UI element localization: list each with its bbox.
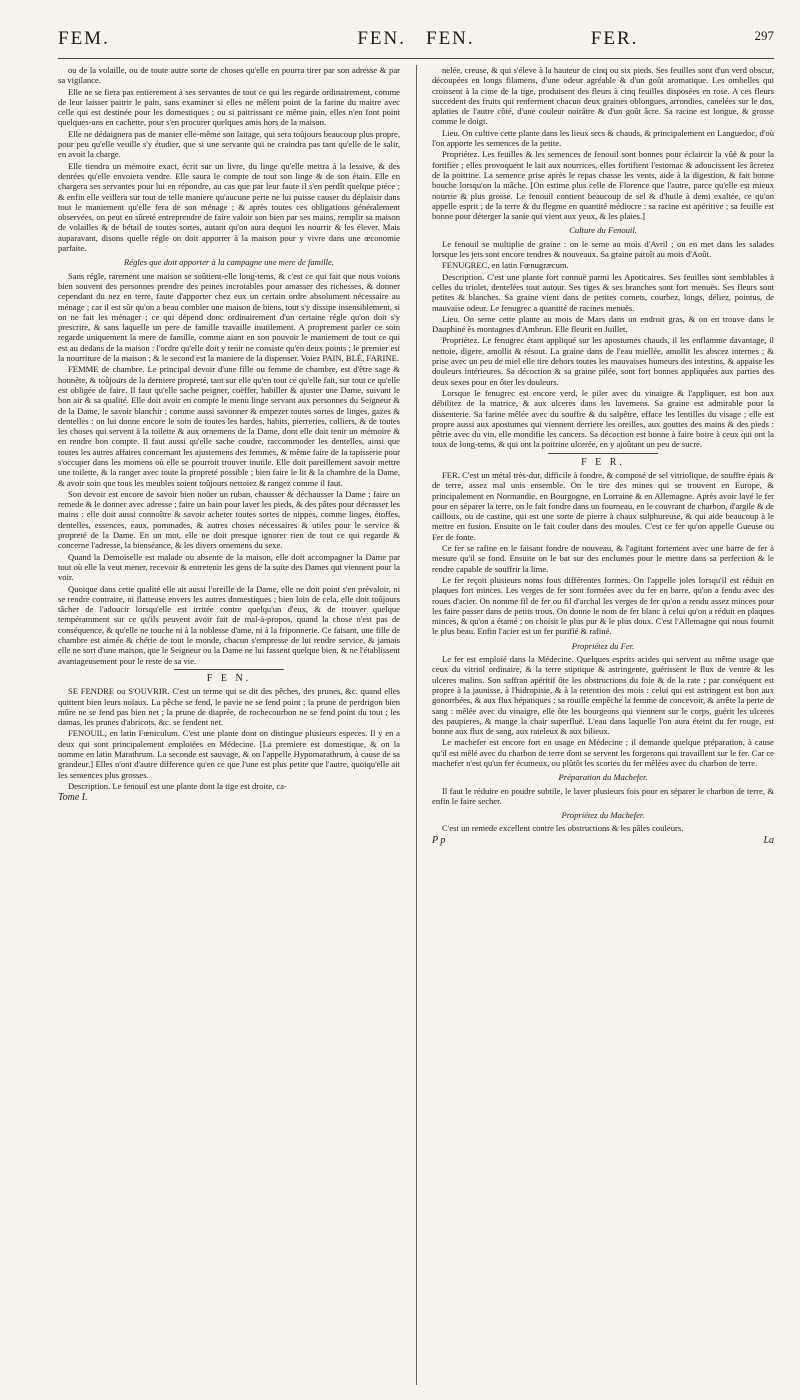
running-head <box>58 28 774 54</box>
paragraph: C'est un remede excellent contre les obstructions & les pâles couleurs. <box>442 823 684 834</box>
paragraph: ou de la volaille, ou de toute autre sorte de choses qu'elle en pourra tirer par son adresse & par sa vigilance. <box>58 65 400 86</box>
paragraph: Sans régle, rarement une maison se soûtient-elle long-tems, & c'est ce qui fait que nous voions bien souvent des personnes prendre des peines incroiables pour amasser des richesses, & donner cependant du nez en terre, faute d'apporter chez eux un certain ordre absolument nécessaire au ménage ; car il est sûr qu'on a beau combler une maison de biens, tout s'y dissipe insensiblement, si on ne fait les ménager ; ce qui dépend donc ordinairement d'un certaine régle qu'on doit s'y prescrire, & sans laquelle un pere de famille travaille inutilement. A proprement parler ce soin regarde uniquement la mere de famille, comme aiant en son pouvoir le maniement de tout ce qui est au dedans de la maison : l'ordre qu'elle doit y tenir ne consiste qu'en deux points ; le premier est la nourriture de la maison ; & le second est la maniere de la dispenser. Voiez PAIN, BLÉ, FARINE. <box>58 270 400 364</box>
paragraph: Lieu. On seme cette plante au mois de Mars dans un endroit gras, & on en trouve dans le Dauphiné ès montagnes d'Ambrun. Elle fleurit en Juillet. <box>432 313 774 335</box>
paragraph: SE FENDRE ou S'OUVRIR. C'est un terme qui se dit des pêches, des prunes, &c. quand elles quittent bien leurs noïaux. La pêche se fend, le pavie ne se fend point ; la prune de perdrigon bien mûre ne se fend pas bien net ; la prune de diaprée, de rochecourbon ne se fend point du tout ; les damas, les prunes d'abricots, &c. se fendent net. <box>58 686 400 728</box>
right-column-body <box>432 65 774 834</box>
paragraph: Quoique dans cette qualité elle ait aussi l'oreille de la Dame, elle ne doit point s'en prévaloir, ni se rendre contraire, ni flatteuse envers les autres domestiques ; bien loin de cela, elle doit toûjours tâcher de l'adoucir lorsqu'elle est irritée contre quelqu'un d'eux, & de trouver quelque tempéramment sur ce qu'ils peuvent avoir fait de mal-à-propos, quand la chose n'est pas de conséquence, & qu'elle ne touche ni à la noblesse d'ame, ni à la friponnerie. Ce faisant, une fille de chambre est aimée & chérie de tout le monde, chacun s'empresse de lui rendre service, & jamais elle ne sort d'une maison, que le Seigneur ou la Dame ne lui fassent quelque bien, & ne l'établissent avantageusement pour le reste de sa vie. <box>58 583 400 666</box>
paragraph: Elle ne se fiera pas entierement à ses servantes de tout ce qui les regarde ordinairement, comme de leur laisser paitrir le pain, sans examiner si elles ne mêlent point de la farine du maitre avec celle qui est destinée pour les domestiques ; ou si paitrissant ce même pain, elles n'en font point quelques-uns en cachette, pour s'en procurer quelques amis hors de la maison. <box>58 86 400 128</box>
paragraph: Description. C'est une plante fort connuë parmi les Apoticaires. Ses feuilles sont semblables à celles du triolet, dentelées tout autour. Ses tiges & ses branches sont fort menuës. Ses fleurs sont petites & blanches. Sa graine vient dans de petites cornets, courbez, longs, déliez, pointus, de mauvaise odeur. Le fenugrec a quantité de racines menuës. <box>432 271 774 313</box>
head-word-fem: FEM. <box>58 28 110 49</box>
paragraph: FER. C'est un métal très-dur, difficile à fondre, & composé de sel vitriolique, de souffre épais & de terre, assez mal unis ensemble. On le tire des mines qui se trouvent en Europe, & principalement en Normandie, en Bourgogne, en Lorraine & en Allemagne. Après avoir lavé le fer pour en séparer la terre, on le fait fondre dans un fourneau, en le couvrant de charbon, d'argile & de cailloux, ou de castine, qui est une sorte de pierre à chaux sulphureuse, & qui aide beaucoup à le mettre en fusion. Ensuite on le fait couler dans des moules. C'est ce fer qu'on appelle Gueuse ou Fer de fonte. <box>432 469 774 542</box>
text-columns <box>58 65 774 1385</box>
subsection-title: Préparation du Machefer. <box>558 772 648 783</box>
subsection-title: Propriétez du Machefer. <box>561 810 645 821</box>
paragraph: Le fer est emploïé dans la Médecine. Quelques esprits acides qui servent au même usage que ceux du vitriol ordinaire, & la terre stiptique & astringente, guérissent le flux de ventre & les ulceres malins. Son saffran apéritif ôte les obstructions du foie & de la rate ; par conséquent est propre à la jaunisse, à l'hidropisie, & à la retention des mois : celui qui est astringent est bon aux gonorrhées, & aux flux hépatiques ; sa rouille empêche la femme de concevoir, & arrête la perte de sang : mêlée avec du vinaigre, elle ôte les bourgeons qui viennent sur le corps, guérit les ulceres des paupieres, & mange la chair superfluë. L'eau dans laquelle l'on aura éteint du fer rouge, est bonne aux flux de sang, aux rateleux & aux bilieux. <box>432 654 774 737</box>
subsection-title: Propriétez du Fer. <box>571 640 635 651</box>
running-head-left <box>58 28 406 50</box>
left-column-body <box>58 65 400 791</box>
paragraph: Elle ne dédaignera pas de manier elle-même son laitage, qui sera toûjours beaucoup plus propre, pour peu qu'elle veuille s'y étudier, que si une servante qui ne craindra pas tant qu'elle de le salir, en avoit la charge. <box>58 128 400 160</box>
left-column <box>58 65 400 1385</box>
paragraph: Lieu. On cultive cette plante dans les lieux secs & chauds, & principalement en Languedoc, d'où l'on apporte les semences de la petite. <box>432 127 774 149</box>
paragraph: Le fer reçoit plusieurs noms fous différentes formes. On l'appelle joles lorsqu'il est réduit en plaques fort minces. Les verges de fer sont formées avec du fer en barre, qu'on a fendu avec des roues d'acier. On nomme fil de fer ou fil d'archal les verges de fer qu'on a rendu assez minces pour les faire passer dans de petits trous. On donne le nom de fer blanc à celui qu'on a réduit en plaques minces, & qu'on a étamé ; on choisit le plus pur & le plus doux. C'est l'Allemagne qui nous fournit le plus beau. Enfin l'acier est un fer purifié & rafiné. <box>432 574 774 637</box>
section-heading: F E R. <box>581 456 625 468</box>
paragraph: FENUGREC, en latin Fœnugræcum. <box>442 260 569 271</box>
right-column <box>432 65 774 1385</box>
column-divider <box>416 65 417 1385</box>
paragraph: Le fenouil se multiplie de graine : on le seme au mois d'Avril ; on en met dans les salades lorsque les jets sont encore tendres & nouveaux. Sa graine paroît au mois d'Août. <box>432 238 774 260</box>
header-rule <box>58 58 774 59</box>
paragraph: Le machefer est encore fort en usage en Médecine ; il demande quelque préparation, à cause qu'il est mêlé avec du charbon de terre dont se servent les forgerons qui travaillent sur le fer. Car ce machefer n'est qu'un fer écumeux, ou plûtôt les scories du fer mêlées avec du charbon de terre. <box>432 737 774 768</box>
right-footer <box>432 836 774 846</box>
signature-mark: P p <box>432 834 446 846</box>
paragraph: Lorsque le fenugrec est encore verd, le piler avec du vinaigre & l'appliquer, est bon aux débilitez de la matrice, & aux ulceres dans les lavemens. Sa graine est admirable pour la dissenterie. Sa farine mêlée avec du souffre & du salpêtre, efface les lentilles du visage ; elle est propre aussi aux apostumes qui viennent derriere les oreilles, aux gouttes des mains & des pieds : pêtrie avec du vin, elle mondifie les cancers. Sa décoction est bonne à faire boire à ceux qui ont la toux de long-tems, & qui ont la poitrine ulcerée, en y ajoûtant un peu de sucre. <box>432 387 774 450</box>
subsection-title: Culture du Fenouil. <box>569 225 637 236</box>
paragraph: Il faut le réduire en poudre subtile, le laver plusieurs fois pour en séparer le charbon de terre, & enfin le faire secher. <box>432 785 774 806</box>
paragraph: Propriétez. Le fenugrec étant appliqué sur les apostumes chauds, il les enflamme davantage, il nettoie, digere, amollit & résout. La graine dans de l'eau miellée, amollit les abscez internes ; & prise avec un peu de miel elle tire dehors toutes les mauvaises humeurs des intestins, & appaise les douleurs intérieures. Sa décoction & sa graine pilée, sont fort bonnes appliquées aux parties des deux sexes pour en ôter les douleurs. <box>432 335 774 387</box>
running-head-right <box>426 28 774 50</box>
paragraph: FENOUIL, en latin Fœniculum. C'est une plante dont on distingue plusieurs especes. Il y en a deux qui sont principalement emploiées en Médecine. [La premiere est domestique, & on la nomme en latin Marathrum. La seconde est sauvage, & on l'appelle Hypomarathrum, à cause de sa grandeur.] Elles n'ont d'autre difference qu'en ce que l'une est plus petite que l'autre, quoiqu'elle ait les semences plus grosses. <box>58 728 400 780</box>
paragraph: Propriétez. Les feuilles & les semences de fenouil sont bonnes pour éclaircir la vûë & pour la fortifier ; elles provoquent le lait aux nourrices, elles fortifient l'estomac & adoucissent les âcretez de la poitrine. La semence prise après le repas chasse les vents, aide à la digestion, & fait bonne bouche lorsqu'on la mâche. [On estime plus celle de Florence que l'autre, parce qu'elle est mieux nourrie & plus grosse. Le fenouil contient beaucoup de sel & d'huile à demi exaltée, ce qu'on appelle esprit ; de la terre & du flegme en quantité médiocre : sa racine est apéritive ; sa feuille est bonne pour déterger la sanie qui vient aux yeux, & les plaies.] <box>432 149 774 222</box>
section-heading: F E N. <box>206 672 252 684</box>
paragraph: Quand la Demoiselle est malade ou absente de la maison, elle doit accompagner la Dame par tout où elle la veut mener, recevoir & entretenir les gens de la suite des Dames qui viennent pour la voir. <box>58 551 400 583</box>
volume-label: Tome I. <box>58 792 88 804</box>
paragraph: nelée, creuse, & qui s'éleve à la hauteur de cinq ou six pieds. Ses feuilles sont d'un verd obscur, découpées en longs filamens, d'une odeur agréable & d'un goût aromatique. Les ombelles qui croissent à la cime de la tige, produisent des fleurs à cinq feuilles disposées en rose. A ces fleurs succedent des fruits qui renferment chacun deux graines oblongues, arrondies, canelées sur le dos, aplaties de l'autre côté, d'une couleur noirâtre & d'un goût âcre. Sa racine est longue, & grosse comme le doigt. <box>432 65 774 127</box>
section-rule <box>174 669 284 670</box>
head-word-fer: FER. <box>590 28 639 49</box>
paragraph: Description. Le fenouil est une plante dont la tige est droite, ca- <box>68 780 287 791</box>
paragraph: Elle tiendra un mémoire exact, écrit sur un livre, du linge qu'elle mettra à la lessive, & des denrées qu'elle envoiera vendre. Elle saura le compte de tout son linge & de son étain. Elle en chargera ses servantes pour lui en répondre, au cas que par leur faute il s'en perdît quelque piéce ; & enfin elle veillera sur tout de telle maniere qu'aucune perte ne lui puisse causer du déplaisir dans tout le maniement qu'elle fera de son ménage ; & après toutes ces obligations généralement observées, on peut en sûreté entreprendre de faire valoir son bien par ses mains, remplir sa maison de volailles & de bétail de toutes sortes, autant qu'on aura dequoi les nourrir & les élever. Mais auparavant, disons quelle régle on doit apporter à la maison pour y vivre dans une œconomie parfaite. <box>58 160 400 254</box>
paragraph: Son devoir est encore de savoir bien noüer un ruban, chausser & déchausser la Dame ; faire un remede & le donner avec adresse ; faire un bain pour laver les pieds, & des pâtes pour décrasser les mains : elle doit aussi connoître & savoir acheter toutes sortes de nippes, comme linges, étoffes, dentelles, essences, eaux, pommades, & autres choses nécessaires & utiles pour le service & propreté de la Dame. En un mot, elle ne doit presque ignorer rien de tout ce qui regarde & concerne l'adresse, la bienséance, & les divers ornemens du sexe. <box>58 488 400 551</box>
section-rule <box>548 453 658 454</box>
left-footer <box>58 793 400 803</box>
paragraph: Ce fer se rafine en le faisant fondre de nouveau, & l'agitant fortement avec une barre de fer à mesure qu'il se fond. Ensuite on le bat sur des enclumes pour le mettre dans sa perfection & le rendre capable de souffrir la lime. <box>432 543 774 574</box>
paragraph: FEMME de chambre. Le principal devoir d'une fille ou femme de chambre, est d'être sage & honnête, & toûjours de la derniere propreté, tant sur elle qu'en tout ce qu'elle fait, sur tout ce qu'elle est obligée de faire. Il faut qu'elle sache peigner, coëffer, habiller & ajuster une Dame, suivant le bon air & sa qualité. Elle doit avoir en compte le menu linge servant aux personnes du Seigneur & de la Dame, le savoir blanchir ; comme aussi savonner & empezer toutes sortes de linges, gazes & dentelles : on lui donne encore le soin de toutes les hardes, habits, pierreries, colliers, & de toutes les choses qui servent à la toilette & aux ornemens de la Dame, dont elle doit tenir un mémoire & en rendre bon compte. Il faut aussi qu'elle sache coudre, raccommoder les dentelles, ainsi que toutes les autres affaires concernant les ajustemens des femmes, & même faire de la tapisserie pour s'occuper dans les momens où elle se pourroit trouver inutile. Elle doit pareillement savoir mettre une toilette, & la ranger avec toute la propreté possible ; bien faire le lit & la chambre de la Dame, & avoir soin que tous les meubles soient toûjours nettoiez & rangez comme il faut. <box>58 364 400 488</box>
subsection-title: Régles que doit apporter à la campagne une mere de famille. <box>124 257 334 268</box>
catchword: La <box>763 834 774 846</box>
head-word-fen: FEN. <box>357 28 406 49</box>
page-number: 297 <box>754 28 774 43</box>
head-word-fen-right: FEN. <box>426 28 475 49</box>
